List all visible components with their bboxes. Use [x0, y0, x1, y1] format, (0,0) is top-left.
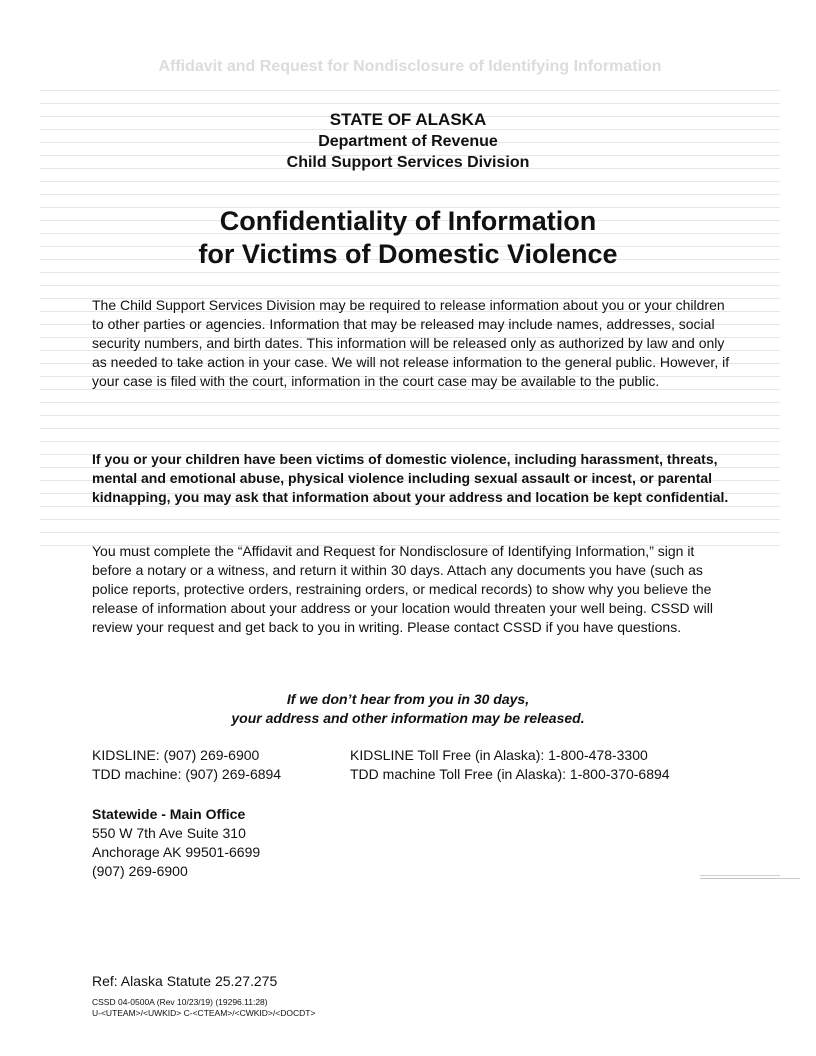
- faint-rule: [700, 878, 800, 879]
- warning-line-2: your address and other information may be released.: [231, 710, 585, 726]
- ghost-title: Affidavit and Request for Nondisclosure of Identifying Information: [158, 58, 662, 75]
- tollfree-phone-numbers: [350, 746, 670, 784]
- office-city: Anchorage AK 99501-6699: [92, 844, 261, 860]
- affidavit-instructions-paragraph: You must complete the “Affidavit and Request for Nondisclosure of Identifying Information,” sign it before a notary or a witness, and return it within 30 days. Attach any documents you have (such as police reports, protective orders, restraining orders, or medical records) to show why you believe the release of information about your address or your location would threaten your well being. CSSD will review your request and get back to you in writing. Please contact CSSD if you have questions.: [92, 543, 713, 635]
- domestic-violence-paragraph: If you or your children have been victims of domestic violence, including harassment, threats, mental and emotional abuse, physical violence including sexual assault or incest, or parental kidnapping, you may ask that information about your address and location be kept confidential.: [92, 451, 729, 505]
- form-code: [92, 997, 315, 1019]
- document-title: [0, 205, 816, 271]
- title-line-1: Confidentiality of Information: [219, 206, 597, 236]
- main-office-address: [92, 805, 260, 881]
- statute-reference: Ref: Alaska Statute 25.27.275: [92, 973, 278, 989]
- title-line-2: for Victims of Domestic Violence: [198, 239, 618, 269]
- release-info-paragraph: The Child Support Services Division may be required to release information about you or your children to other parties or agencies. Information that may be released may include names, addresses, social security numbers, and birth dates. This information will be released only as authorized by law and only as needed to take action in your case. We will not release information to the general public. However, if your case is filed with the court, information in the court case may be available to the public.: [92, 297, 730, 389]
- tdd-phone: TDD machine: (907) 269-6894: [92, 766, 282, 782]
- form-code-line-2: U-<UTEAM>/<UWKID> C-<CTEAM>/<CWKID>/<DOCDT>: [92, 1008, 316, 1018]
- warning-line-1: If we don’t hear from you in 30 days,: [286, 691, 530, 707]
- tdd-tollfree-phone: TDD machine Toll Free (in Alaska): 1-800-370-6894: [350, 766, 670, 782]
- division-heading: Child Support Services Division: [286, 154, 530, 171]
- local-phone-numbers: [92, 746, 281, 784]
- department-heading: Department of Revenue: [318, 133, 498, 150]
- office-heading: Statewide - Main Office: [92, 806, 246, 822]
- kidsline-tollfree-phone: KIDSLINE Toll Free (in Alaska): 1-800-478-3300: [350, 747, 648, 763]
- office-phone: (907) 269-6900: [92, 863, 188, 879]
- form-code-line-1: CSSD 04-0500A (Rev 10/23/19) (19296.11:28): [92, 997, 268, 1007]
- kidsline-phone: KIDSLINE: (907) 269-6900: [92, 747, 260, 763]
- state-heading: STATE OF ALASKA: [329, 110, 487, 129]
- deadline-warning: [0, 690, 816, 728]
- office-street: 550 W 7th Ave Suite 310: [92, 825, 246, 841]
